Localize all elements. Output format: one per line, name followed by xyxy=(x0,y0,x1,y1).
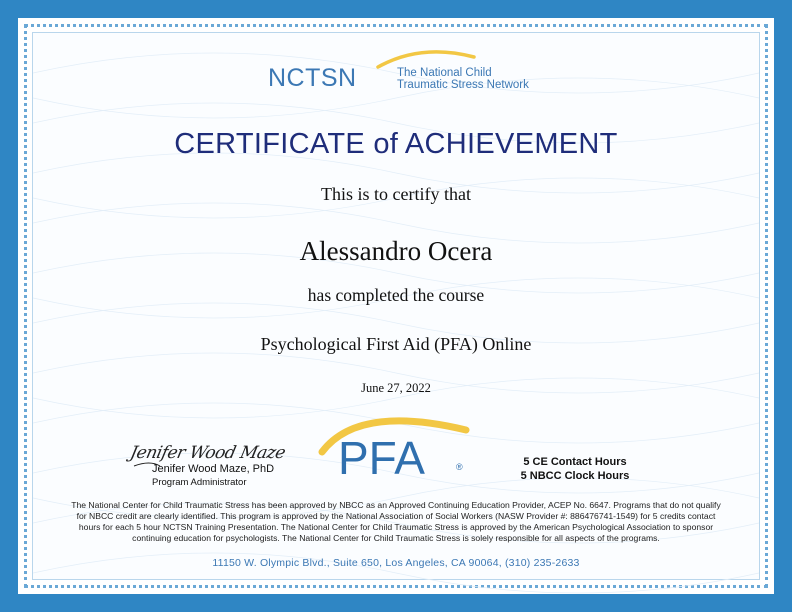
certificate-title: CERTIFICATE of ACHIEVEMENT xyxy=(174,128,618,160)
guilloche-pattern xyxy=(33,33,759,579)
certify-line: This is to certify that xyxy=(321,184,471,204)
registered-mark: ® xyxy=(456,462,463,472)
ce-hours: 5 CE Contact Hours xyxy=(523,456,627,468)
completion-date: June 27, 2022 xyxy=(361,381,431,395)
completed-line: has completed the course xyxy=(307,285,485,305)
accreditation-disclaimer xyxy=(50,500,742,544)
disclaimer-line: The National Center for Child Traumatic Stress has been approved by NBCC as an Approved Continuing Education Provider, ACEP No. 6647. Programs that do not qualify xyxy=(71,500,721,510)
pfa-logo-text: PFA xyxy=(338,432,425,484)
credit-hours xyxy=(480,455,670,483)
nctsn-wordmark: NCTSN xyxy=(268,64,357,92)
nbcc-hours: 5 NBCC Clock Hours xyxy=(520,470,630,482)
recipient-name: Alessandro Ocera xyxy=(299,236,493,266)
disclaimer-line: hours for each 5 hour NCTSN Training Presentation. The National Center for Child Traumatic Stress is approved by the American Psychological Association to sponsor xyxy=(78,522,714,532)
course-name: Psychological First Aid (PFA) Online xyxy=(260,334,532,354)
disclaimer-line: for NBCC credit are clearly identified. This program is approved by the National Association of Social Workers (NASW Provider #: 886476741-1549) for 5 credits contact xyxy=(76,511,716,521)
signer-name: Jenifer Wood Maze, PhD xyxy=(152,463,275,475)
nctsn-name-line2: Traumatic Stress Network xyxy=(397,79,529,91)
pfa-logo xyxy=(318,408,478,488)
signer-title: Program Administrator xyxy=(152,477,247,488)
address: 11150 W. Olympic Blvd., Suite 650, Los Angeles, CA 90064, (310) 235-2633 xyxy=(212,557,580,569)
nctsn-name-line1: The National Child xyxy=(397,67,492,79)
disclaimer-line: continuing education for psychologists. The National Center for Child Traumatic Stress is solely responsible for all aspects of the programs. xyxy=(132,533,660,543)
svg-text:Jenifer Wood Maze: Jenifer Wood Maze xyxy=(128,443,288,463)
nctsn-swoosh-icon xyxy=(376,47,476,69)
nctsn-full-name xyxy=(397,67,529,91)
